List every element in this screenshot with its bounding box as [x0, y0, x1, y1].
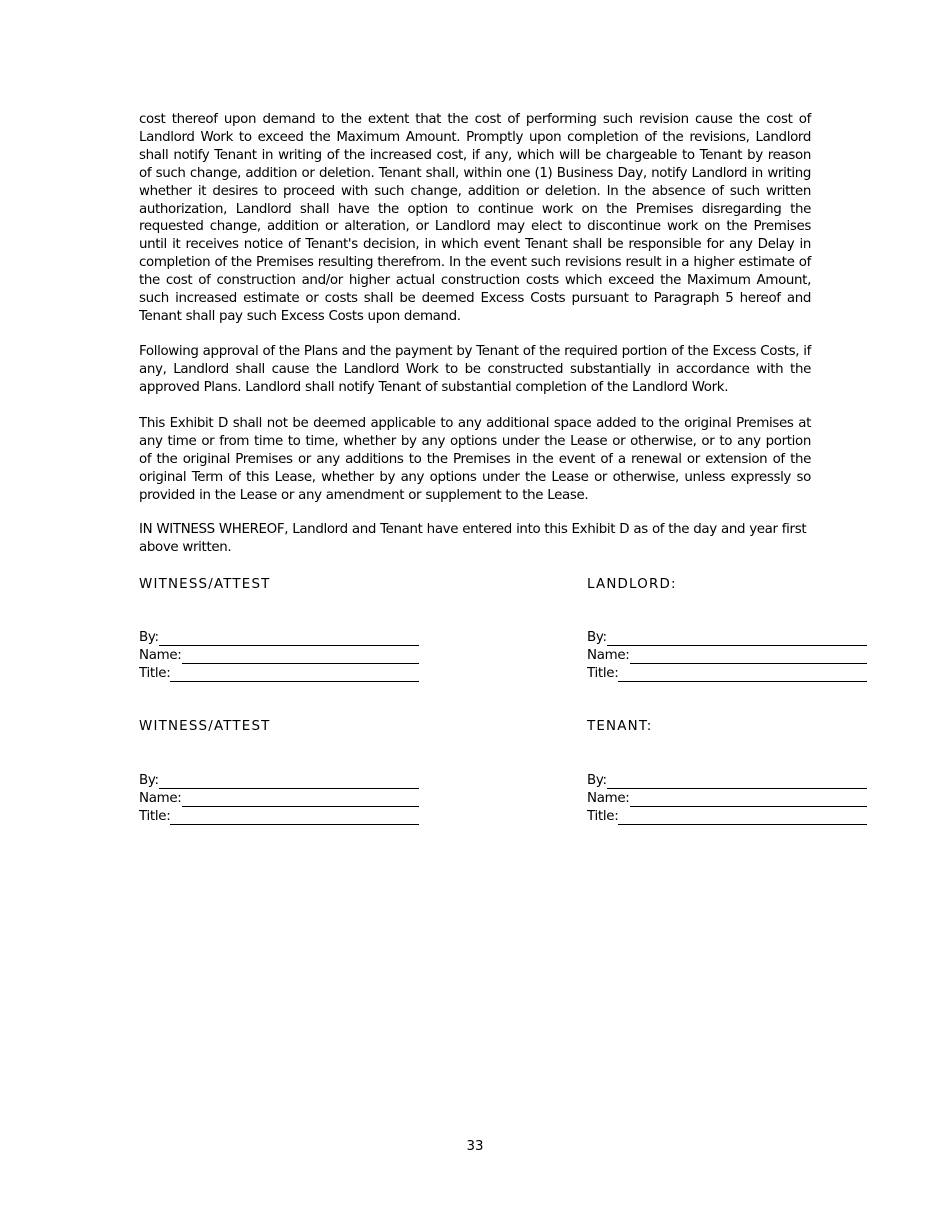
- witness-attest-heading: WITNESS/ATTEST: [139, 719, 271, 734]
- name-field[interactable]: [630, 791, 867, 807]
- tenant-heading: TENANT:: [587, 719, 653, 734]
- title-line: [587, 665, 867, 683]
- by-line: [139, 772, 419, 790]
- by-line: [139, 629, 419, 647]
- by-signature-field[interactable]: [607, 773, 867, 789]
- body-paragraph-1: cost thereof upon demand to the extent that the cost of performing such revision cause the cost of Landlord Work to exceed the Maximum Amount. Promptly upon completion of the revisions, Landlord shall notify Tenant in writing of the increased cost, if any, which will be chargeable to Tenant by reason of such change, addition or deletion. Tenant shall, within one (1) Business Day, notify Landlord in writing whether it desires to proceed with such change, addition or deletion. In the absence of such written authorization, Landlord shall have the option to continue work on the Premises disregarding the requested change, addition or alteration, or Landlord may elect to discontinue work on the Premises until it receives notice of Tenant's decision, in which event Tenant shall be responsible for any Delay in completion of the Premises resulting therefrom. In the event such revisions result in a higher estimate of the cost of construction and/or higher actual construction costs which exceed the Maximum Amount, such increased estimate or costs shall be deemed Excess Costs pursuant to Paragraph 5 hereof and Tenant shall pay such Excess Costs upon demand.: [139, 112, 811, 324]
- by-signature-field[interactable]: [159, 773, 419, 789]
- tenant-signature-block: [587, 772, 867, 826]
- title-line: [587, 808, 867, 826]
- landlord-heading: LANDLORD:: [587, 577, 677, 592]
- name-line: [139, 790, 419, 808]
- title-field[interactable]: [170, 809, 419, 825]
- by-signature-field[interactable]: [607, 630, 867, 646]
- by-label: By:: [587, 773, 607, 788]
- title-label: Title:: [139, 809, 171, 824]
- name-line: [587, 647, 867, 665]
- by-line: [587, 772, 867, 790]
- name-line: [139, 647, 419, 665]
- by-label: By:: [587, 630, 607, 645]
- name-label: Name:: [587, 791, 630, 806]
- by-signature-field[interactable]: [159, 630, 419, 646]
- name-label: Name:: [587, 648, 630, 663]
- title-label: Title:: [139, 666, 171, 681]
- landlord-signature-block: [587, 629, 867, 683]
- title-label: Title:: [587, 666, 619, 681]
- name-field[interactable]: [182, 791, 419, 807]
- title-field[interactable]: [618, 666, 867, 682]
- witness-attest-heading: WITNESS/ATTEST: [139, 577, 271, 592]
- by-line: [587, 629, 867, 647]
- body-paragraph-2: Following approval of the Plans and the payment by Tenant of the required portion of the Excess Costs, if any, Landlord shall cause the Landlord Work to be constructed substantially in accordance with the approved Plans. Landlord shall notify Tenant of substantial completion of the Landlord Work.: [139, 344, 811, 395]
- in-witness-paragraph: IN WITNESS WHEREOF, Landlord and Tenant have entered into this Exhibit D as of the day and year first above written.: [139, 522, 807, 555]
- body-paragraph-3: This Exhibit D shall not be deemed applicable to any additional space added to the original Premises at any time or from time to time, whether by any options under the Lease or otherwise, or to any portion of the original Premises or any additions to the Premises in the event of a renewal or extension of the original Term of this Lease, whether by any options under the Lease or otherwise, unless expressly so provided in the Lease or any amendment or supplement to the Lease.: [139, 416, 811, 503]
- witness-2-signature-block: [139, 772, 419, 826]
- page-number: 33: [466, 1139, 484, 1154]
- title-field[interactable]: [618, 809, 867, 825]
- title-line: [139, 665, 419, 683]
- by-label: By:: [139, 630, 159, 645]
- name-label: Name:: [139, 648, 182, 663]
- title-line: [139, 808, 419, 826]
- title-field[interactable]: [170, 666, 419, 682]
- title-label: Title:: [587, 809, 619, 824]
- name-field[interactable]: [182, 648, 419, 664]
- witness-1-signature-block: [139, 629, 419, 683]
- name-label: Name:: [139, 791, 182, 806]
- name-line: [587, 790, 867, 808]
- by-label: By:: [139, 773, 159, 788]
- name-field[interactable]: [630, 648, 867, 664]
